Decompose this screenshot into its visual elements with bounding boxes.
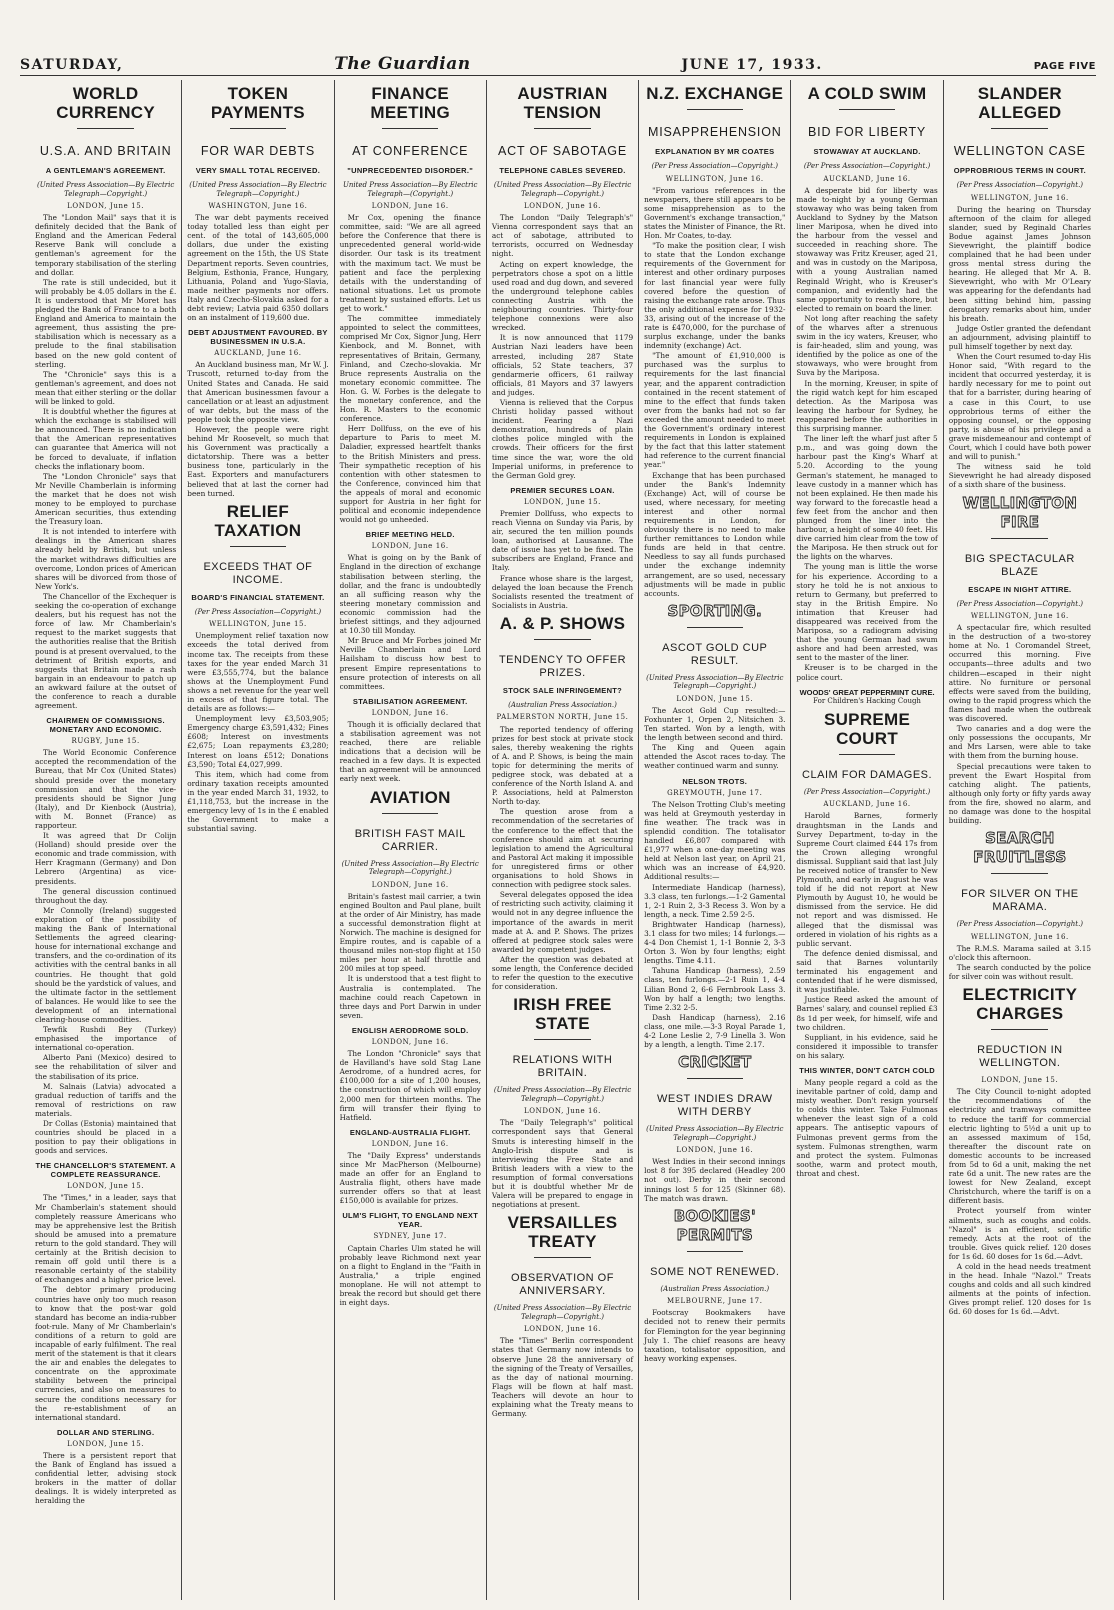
story-body — [796, 1078, 937, 1178]
deck-heading: U.S.A. AND BRITAIN — [39, 144, 172, 158]
headline-rule — [687, 1078, 744, 1079]
paragraph: What is going on by the Bank of England in the direction of exchange stabilisation between sterling, the dollar, and the franc is undoubtedly an all sufficing reason why the steering monetary commission and economic commission had the briefest sittings, and they adjourned at 10.30 till Monday. — [339, 553, 481, 636]
sub-heading: OPPROBRIOUS TERMS IN COURT. — [953, 166, 1086, 175]
headline-rule — [534, 1039, 591, 1040]
paragraph: The R.M.S. Marama sailed at 3.15 o'clock this afternoon. — [948, 943, 1091, 962]
story — [340, 697, 481, 784]
paragraph: The "London Mail" says that it is definitely decided that the Bank of England and the American Federal Reserve Bank will conclude a gentleman's agreement for the temporary stabilisation of the sterling and dollar. — [35, 213, 177, 277]
paragraph: M. Salnais (Latvia) advocated a gradual reduction of tariffs and the removal of restrictions on raw materials. — [35, 1081, 177, 1118]
dateline: LONDON, June 15. — [524, 497, 601, 506]
headline: RELIEF TAXATION — [214, 501, 302, 540]
deck-heading: AT CONFERENCE — [352, 144, 469, 158]
paragraph: The committee immediately appointed to select the committees, comprised Mr Cox, Signor Jung, Herr Kienbock, and M. Bonnet, with representatives of Britain, Germany, Finland, and Czecho-slovakia. Mr Bruce represents Australia on the monetary economic committee. The Hon. G. W. Forbes is the delegate to the monetary conference, and the Hon. R. Masters to the economic conference. — [339, 314, 481, 424]
paragraph: The debtor primary producing countries have only too much reason to know that the post-war gold standard has become an india-rubber foot-rule. Many of Mr Chamberlain's conditions of a return to gold are incapable of early fulfilment. The real merit of the statement is that it clears the air and enables the delegates to concentrate on the approximate stability between the principal currencies, and also on measures to secure the conditions necessary for the re-establishment of an international standard. — [35, 1285, 177, 1422]
headline-rule — [230, 128, 287, 129]
dateline: LONDON, June 16. — [524, 1107, 601, 1116]
paragraph: The London "Chronicle" says that de Havilland's have sold Stag Lane Aerodrome, of a hundred acres, for £100,000 for a site of 1,200 houses, the construction of which will employ 2,000 men for thirteen months. The firm will transfer their flying to Hatfield. — [339, 1049, 481, 1122]
story-body — [340, 1244, 481, 1308]
story — [644, 1053, 785, 1203]
paragraph: The "Chronicle" says this is a gentleman's agreement, and does not mean that either sterling or the dollar will be linked to gold. — [35, 369, 177, 406]
deck-heading: SOME NOT RENEWED. — [650, 1265, 780, 1278]
paragraph: The Nelson Trotting Club's meeting was held at Greymouth yesterday in fine weather. The track was in splendid condition. The totalisator handled £6,807 compared with £1,977 when a one-day meeting was held at Nelson last year, on April 21, which was an increase of £4,920. Additional results:— — [644, 799, 786, 882]
paragraph: In the morning, Kreuser, in spite of the rigid watch kept for him escaped detection. As the Mariposa was leaving the harbour for Sydney, he reappeared before the authorities in this surprising manner. — [796, 378, 938, 434]
wire-credit: (Per Press Association—Copyright.) — [803, 162, 931, 170]
headline-rule — [991, 1029, 1048, 1030]
story — [35, 1428, 176, 1506]
story-body — [187, 213, 328, 322]
paragraph: Britain's fastest mail carrier, a twin engined Boulton and Paul plane, built at the order of Air Ministry, has made a successful demonstration flight at Norwich. The machine is designed for Empire routes, and is capable of a thousand miles non-stop flight at 150 miles per hour at half throttle and 200 miles at top speed. — [339, 891, 481, 974]
story — [340, 788, 481, 1020]
sub-heading: VERY SMALL TOTAL RECEIVED. — [195, 166, 321, 175]
dateline: AUCKLAND, June 16. — [214, 349, 302, 358]
sub-heading: CHAIRMEN OF COMMISSIONS. MONETARY AND ECONOMIC. — [46, 716, 165, 735]
paragraph: The World Economic Conference accepted the recommendation of the Bureau, that Mr Cox (United States) should preside over the monetary commission and that the vice-presidents should be Signor Jung (Italy), and Dr Kienbock (Austria), with M. Bonnet (France) as rapporteur. — [35, 748, 177, 830]
paragraph: Vienna is relieved that the Corpus Christi holiday passed without incident. Fearing a Nazi demonstration, hundreds of plain clothes police mingled with the crowds. Their officers for the first time since the war, wore the old Imperial uniforms, in preference to the German Gold grey. — [491, 397, 634, 480]
paragraph: It is doubtful whether the figures at which the exchange is stabilised will be announced. There is no indication that the American representatives can guarantee that America will not be forced to devaluate, if inflation checks the inflationary boom. — [35, 407, 177, 471]
sub-heading: TELEPHONE CABLES SEVERED. — [499, 166, 626, 175]
headline-rule — [382, 128, 439, 129]
headline: IRISH FREE STATE — [513, 995, 612, 1034]
headline-rule — [534, 1257, 591, 1258]
wire-credit: (United Press Association—By Electric Telegraph—Copyright.) — [646, 673, 784, 691]
paragraph: Tahuna Handicap (harness), 2.59 class, ten furlongs.—2-1 Ruin 1, 4-4 Lilian Bond 2, 6-6 Fernbrook Lass 3. Won by half a length; two lengths. Time 2.32 2-5. — [644, 966, 786, 1012]
headline: SUPREME COURT — [823, 709, 911, 748]
dateline: LONDON, June 15. — [676, 694, 754, 703]
story — [340, 1211, 481, 1307]
sub-heading: STOWAWAY AT AUCKLAND. — [813, 147, 921, 156]
story-body — [796, 811, 937, 1060]
paragraph: Exchange that has been purchased under the Bank's Indemnity (Exchange) Act, will of course be used, where necessary, for meeting interest and other normal requirements in London, for obviously there is no need to make further remittances to London while funds are held in that centre. Needless to say all funds purchased under the exchange indemnity arrangement, are so used, necessary adjustments will be made in public accounts. — [644, 470, 786, 598]
deck-heading: OBSERVATION OF ANNIVERSARY. — [511, 1272, 614, 1298]
wire-credit: (United Press Association—By Electric Telegraph—Copyright.) — [341, 859, 479, 877]
dateline: LONDON, June 15. — [67, 1439, 145, 1448]
advertisement — [796, 688, 937, 706]
story — [644, 602, 785, 771]
dateline: LONDON, June 15. — [981, 1076, 1059, 1085]
headline-rule — [230, 546, 287, 547]
sub-heading: ENGLAND-AUSTRALIA FLIGHT. — [349, 1127, 471, 1137]
headline-rule — [687, 1251, 744, 1252]
dateline: LONDON, June 16. — [371, 202, 449, 210]
story-body — [187, 631, 328, 833]
paragraph: Kreuser is to be charged in the police court. — [796, 663, 938, 682]
paragraph: The "London Chronicle" says that Mr Neville Chamberlain is informing the market that he does not wish money to be employed to purchase American securities, thus extending the Treasury loan. — [35, 471, 177, 527]
masthead-day: SATURDAY, — [20, 57, 124, 73]
paragraph: Dash Handicap (harness), 2.16 class, one mile.—3-3 Royal Parade 1, 4-2 Lone Leslie 2, 7-9 Linella 3. Won by a length, a length. Time 2.17. — [644, 1012, 786, 1050]
sub-heading: ULM'S FLIGHT, TO ENGLAND NEXT YEAR. — [342, 1211, 479, 1230]
paragraph: Harold Barnes, formerly draughtsman in the Lands and Survey Department, to-day in the Supreme Court claimed £44 17s from the Crown alleging wrongful dismissal. Suppliant said that last July he received notice of transfer to New Plymouth, and early in August he was told if he did not report at New Plymouth by August 10, he would be dismissed from the service. He did not report and was dismissed. He alleged that the dismissal was ordered in violation of his rights as a public servant. — [796, 811, 938, 948]
story-body — [949, 944, 1091, 981]
dateline: MELBOURNE, June 17. — [667, 1297, 763, 1306]
paragraph: Brightwater Handicap (harness), 3.1 class for two miles; 14 furlongs.—4-4 Don Chemist 1, 1-1 Bonnie 2, 3-3 Orton 3. Won by four lengths; eight lengths. Time 4.11. — [644, 919, 786, 966]
paragraph: Judge Ostler granted the defendant an adjournment, advising plaintiff to pull himself together by next day. — [948, 323, 1091, 351]
story-body — [35, 1451, 176, 1506]
column-2 — [182, 80, 334, 1600]
paragraph: There is a persistent report that the Bank of England has issued a confidential letter, advising stock brokers in the matter of dollar dealings. It is widely interpreted as heralding the — [35, 1450, 177, 1506]
paragraph: The Ascot Gold Cup resulted:—Foxhunter 1, Orpen 2, Nitsichen 3. Ten started. Won by a length, with the length between second and third. — [644, 705, 786, 743]
dateline: AUCKLAND, June 16. — [823, 800, 911, 809]
paragraph: This item, which had come from ordinary taxation receipts amounted in the year ended March 31, 1932, to £1,118,753, but the increase in the emergency levy of 1s in the £ enabled the Government to make a substantial saving. — [187, 769, 329, 834]
headline: FINANCE MEETING — [370, 84, 450, 122]
paragraph: Tewfik Rushdi Bey (Turkey) emphasised the importance of international co-operation. — [35, 1025, 177, 1053]
wire-credit: (United Press Association—By Electric Telegraph—Copyright.) — [37, 181, 175, 198]
story — [644, 1207, 785, 1363]
paragraph: Not long after reaching the safety of the wharves after a strenuous swim in the icy waters, Kreuser, who is fair-headed, slim and young, was identified by the police as one of the stowaways, who were brought from Suva by the Mariposa. — [796, 313, 938, 378]
paragraph: Unemployment relief taxation now exceeds the total derived from income tax. The receipts from these taxes for the year ended March 31 were £3,555,774, but the balance shows at the Unemployment Fund shows a net revenue for the year well in excess of that figure total. The details are as follows:— — [187, 631, 329, 714]
page-number: PAGE FIVE — [1033, 61, 1096, 72]
paragraph: Acting on expert knowledge, the perpetrators chose a spot on a little used road and dug down, and severed the underground telephone cables connecting Austria with the neighbouring countries. Thirty-four telephone connexions were also wrecked. — [491, 259, 634, 333]
paragraph: The "Daily Telegraph's" political correspondent says that General Smuts is interesting himself in the Anglo-Irish dispute and is interviewing the Free State and British leaders with a view to the resumption of formal conversations but it is doubtful whether Mr de Valera will be prepared to engage in negotiations at present. — [491, 1118, 634, 1210]
paragraph: Unemployment levy £3,503,905; Emergency charge £3,591,432; Fines £608; Interest on investments £2,675; Loan repayments £3,280; Interest on loans £512; Donations £3,590; Total £4,027,999. — [187, 714, 329, 769]
paragraph: The "Times" Berlin correspondent states that Germany now intends to observe June 28 the anniversary of the signing of the Treaty of Versailles, as the day of national mourning. Flags will be flown at half mast. Teachers will devote an hour to explaining what the Treaty means to Germany. — [491, 1336, 634, 1419]
dateline: WELLINGTON, June 16. — [970, 932, 1069, 941]
story — [644, 777, 785, 1050]
story-body — [644, 1157, 785, 1202]
dateline: WELLINGTON, June 15. — [208, 620, 307, 629]
story — [492, 614, 633, 991]
paragraph: It was agreed that Dr Colijn (Holland) should preside over the economic and trade commission, with Herr Kragmann (Germany) and Don Lebrero (Argentina) as vice-presidents. — [35, 831, 177, 886]
headline-rule — [687, 109, 744, 110]
headline: BOOKIES' PERMITS — [673, 1206, 756, 1244]
ad-line: For Children's Hacking Cough — [813, 696, 921, 705]
story-body — [644, 186, 785, 598]
wire-credit: (Australian Press Association.) — [660, 1284, 770, 1293]
paragraph: The "Times," in a leader, says that Mr Chamberlain's statement should completely reassure Americans who may be apprehensive lest the British should be amused into a premature return to the gold standard. They will certainly at the British decision to remain off gold until there is a reasonable certainty of the stability of exchanges and a higher price level. — [35, 1193, 177, 1285]
paragraph: An Auckland business man, Mr W. J. Truscott, returned to-day from the United States and Canada. He said that American businessmen favour a cancellation or at least an adjustment of war debts, but the mass of the people took the opposite view. — [187, 360, 329, 424]
headline: AVIATION — [369, 787, 451, 807]
paragraph: Justice Reed asked the amount of Barnes' salary, and counsel replied £3 8s 1d per week, for himself, wife and two children. — [796, 995, 938, 1032]
deck-heading: FOR SILVER ON THE MARAMA. — [961, 888, 1079, 914]
paragraph: The young man is little the worse for his experience. According to a story he told he is not anxious to return to Germany, but preferred to stay in the British Empire. No intimation that Kreuser had disappeared was received from the Mariposa, so a radiogram advising that the young German had swum ashore and had been arrested, was sent to the master of the liner. — [796, 562, 938, 663]
story — [187, 84, 328, 322]
deck-heading: TENDENCY TO OFFER PRIZES. — [498, 653, 627, 679]
paragraph: A desperate bid for liberty was made to-night by a young German stowaway who was being taken from Auckland to Sydney by the Matson liner Mariposa, when he dived into the harbour from the vessel and succeeded in reaching shore. The stowaway was Fritz Kreuser, aged 21, and was in custody on the Mariposa, with a young Australian named Reginald Wright, who is Kreuser's companion, and evidently had the same opportunity to reach shore, but elected to remain on board the liner. — [796, 185, 938, 313]
paragraph: Suppliant, in his evidence, said he considered it impossible to transfer on his salary. — [796, 1032, 938, 1060]
headline: CRICKET — [678, 1053, 752, 1072]
paragraph: A spectacular fire, which resulted in the destruction of a two-storey home at No. 1 Coromandel Street, occurred this morning. Five occupants—three adults and two children—escaped in their night attire. No furniture or personal effects were saved from the building, owing to the rapid progress which the flames had made when the outbreak was discovered. — [948, 623, 1091, 724]
headline: WORLD CURRENCY — [56, 84, 156, 122]
story-body — [492, 725, 633, 992]
deck-heading: ACT OF SABOTAGE — [498, 144, 627, 158]
story — [187, 502, 328, 834]
column-5 — [639, 80, 791, 1600]
headline: TOKEN PAYMENTS — [210, 84, 305, 122]
paragraph: Herr Dollfuss, on the eve of his departure to Paris to meet M. Daladier, expressed heartfelt thanks to the British Ministers and press. Their sympathetic reception of his contention with other statesmen to the Conference, convinced him that the appeals of moral and economic support for Austria in her fight for political and economic independence would not go unheeded. — [339, 424, 481, 525]
headline-rule — [534, 128, 591, 129]
paragraph: The reported tendency of offering prizes for best stock at private stock sales, thereby weakening the rights of A. and P. Shows, is being the main topic for determining the merits of pedigree stock, was debated at a conference of the North Island A. and P. Associations, held at Palmerston North to-day. — [491, 724, 634, 807]
paragraph: The defence denied dismissal, and said that Barnes voluntarily terminated his engagement and contended that if he were dismissed, it was justifiable. — [796, 948, 938, 995]
paragraph: A cold in the head needs treatment in the head. Inhale "Nazol." Treats coughs and colds and all such kindred ailments at the points of infection. Gives prompt relief. 120 doses for 1s 6d. 60 doses for 1s 6d.—Advt. — [948, 1262, 1091, 1317]
paragraph: Protect yourself from winter ailments, such as coughs and colds. "Nazol" is an efficient, scientific remedy. Acts at the root of the trouble. Gives quick relief. 120 doses for 1s 6d. 60 doses for 1s 6d.—Advt. — [948, 1206, 1091, 1261]
story — [340, 530, 481, 691]
headline: A. & P. SHOWS — [499, 613, 626, 633]
headline-rule — [687, 627, 744, 628]
dateline: RUGBY, June 15. — [71, 737, 140, 746]
story — [492, 84, 633, 480]
deck-heading: REDUCTION IN WELLINGTON. — [977, 1044, 1063, 1070]
paragraph: The question arose from a recommendation of the secretaries of the conference to the effect that the conference should aim at securing legislation to amend the Agricultural and Pastoral Act making it impossible for unregistered firms or other organisations to hold Shows in connection with pedigree stock sales. — [491, 807, 634, 890]
sub-heading: EXPLANATION BY MR COATES — [655, 147, 775, 156]
wire-credit: (United Press Association—By Electric Telegraph—Copyright.) — [493, 181, 632, 198]
story — [187, 328, 328, 498]
wire-credit: (Australian Press Association.) — [508, 700, 617, 709]
story — [492, 1213, 633, 1418]
column-1 — [30, 80, 182, 1600]
sub-heading: ENGLISH AERODROME SOLD. — [351, 1025, 469, 1035]
story — [492, 995, 633, 1209]
headline: SLANDER ALLEGED — [977, 84, 1062, 122]
story-body — [35, 213, 176, 710]
headline: ELECTRICITY CHARGES — [962, 985, 1078, 1024]
paragraph: "The amount of £1,910,000 is purchased was the surplus to requirements for the last financial year, and the apparent contradiction contained in the recent statement of mine to the effect that funds taken over from the banks had not so far exceeded the amount needed to meet the Government's ordinary interest requirements in London is explained by the fact that this latter statement had reference to the current financial year." — [644, 351, 786, 470]
story-body — [340, 1151, 481, 1206]
story-body — [949, 623, 1091, 825]
deck-heading: CLAIM FOR DAMAGES. — [802, 768, 933, 781]
story — [796, 1066, 937, 1178]
dateline: LONDON, June 16. — [371, 880, 449, 889]
paragraph: Mr Connolly (Ireland) suggested exploration of the possibility of making the Bank of International Settlements the agreed clearing-house for international exchange and transfers, and the co-ordination of its activities with the central banks in all countries. He thought that gold should be the yardstick of values, and the ultimate factor in the settlement of balances. He would like to see the development of an international clearing-house commodities. — [35, 905, 177, 1024]
ad-title: WOODS' GREAT PEPPERMINT CURE. — [799, 687, 935, 697]
sub-heading: PREMIER SECURES LOAN. — [510, 485, 615, 495]
sub-heading: NELSON TROTS. — [682, 776, 748, 786]
headline-rule — [382, 813, 439, 814]
deck-heading: BRITISH FAST MAIL CARRIER. — [354, 827, 466, 853]
dateline: LONDON, June 16. — [371, 1139, 449, 1148]
story — [340, 84, 481, 524]
story-body — [340, 1049, 481, 1122]
dateline: LONDON, June 16. — [676, 1146, 754, 1155]
headline-rule — [77, 128, 134, 129]
story — [492, 486, 633, 610]
story-body — [35, 748, 176, 1155]
story — [35, 1161, 176, 1421]
headline: SPORTING. — [667, 601, 763, 620]
paragraph: After the question was debated at some length, the Conference decided to refer the question to the executive for consideration. — [491, 954, 634, 992]
dateline: LONDON, June 16. — [524, 202, 601, 210]
story-body — [796, 186, 937, 682]
sub-heading: STOCK SALE INFRINGEMENT? — [502, 685, 623, 695]
column-6 — [791, 80, 943, 1600]
dateline: SYDNEY, June 17. — [373, 1232, 447, 1241]
story-body — [492, 1336, 633, 1418]
paragraph: The search conducted by the police for silver coin was without result. — [948, 962, 1091, 982]
sub-heading: STABILISATION AGREEMENT. — [352, 696, 468, 706]
story — [35, 716, 176, 1155]
newspaper-columns — [30, 80, 1096, 1600]
dateline: WELLINGTON, June 16. — [665, 174, 764, 183]
wire-credit: (United Press Association—By Electric Telegraph—Copyright.) — [493, 1304, 632, 1321]
paragraph: Special precautions were taken to prevent the Ewart Hospital from catching alight. The patients, although only forty or fifty yards away from the fire, showed no alarm, and no damage was done to the hospital building. — [948, 761, 1091, 826]
paragraph: The City Council to-night adopted the recommendations of the electricity and tramways committee to reduce the tariff for commercial electric lighting to 5½d a unit up to an assessed maximum of 15d, thereafter the discount rate on domestic accounts to be increased from 5d to 6d a unit, making the net rate 6d a unit. The new rates are the lowest for New Zealand, except Christchurch, where the tariff is on a different basis. — [948, 1087, 1091, 1206]
story — [949, 829, 1091, 981]
column-4 — [487, 80, 639, 1600]
column-7 — [944, 80, 1096, 1600]
paragraph: Alberto Pani (Mexico) desired to see the rehabilitation of silver and the stabilisation of its price. — [35, 1053, 177, 1081]
dateline: LONDON, June 16. — [371, 708, 449, 717]
masthead — [20, 54, 1096, 76]
story-body — [644, 706, 785, 771]
masthead-paper-title: The Guardian — [334, 54, 471, 74]
story-body — [340, 213, 481, 524]
dateline: GREYMOUTH, June 17. — [667, 788, 763, 797]
story-body — [492, 509, 633, 610]
paragraph: "To make the position clear, I wish to state that the London exchange requirements of the Government for interest and other ordinary purposes for last financial year were fully covered before the question of raising the exchange rate arose. Thus the only additional expense for 1932-33, arising out of the increase of the rate is £470,000, for the purchase of surplus exchange, under the banks indemnity (exchange) Act. — [644, 241, 786, 351]
deck-heading: MISAPPREHENSION — [648, 125, 782, 139]
paragraph: Intermediate Handicap (harness), 3.3 class, ten furlongs.—1-2 Gamental 1, 2-1 Ruin 2, 3-3 Recess 3. Won by a length, a neck. Time 2.59 2-5. — [644, 882, 786, 919]
paragraph: Mr Cox, opening the finance committee, said: "We are all agreed before the Conference that there is unprecedented general world-wide disorder. Our task is its treatment with the maximum tact. We must be patient and face the perplexing details with the understanding of national situations. Let us promote treatment by sustained efforts. Let us get to work." — [339, 213, 481, 314]
paragraph: West Indies in their second innings lost 8 for 395 declared (Headley 200 not out). Derby in their second innings lost 5 for 125 (Skinner 68). The match was drawn. — [644, 1157, 786, 1203]
paragraph: "From various references in the newspapers, there still appears to be some misapprehension as to the Government's exchange transaction," states the Minister of Finance, the Rt. Hon. Mr Coates, to-day. — [644, 185, 786, 241]
dateline: WELLINGTON, June 16. — [970, 612, 1069, 620]
wire-credit: (Per Press Association—Copyright.) — [803, 787, 931, 796]
deck-heading: ASCOT GOLD CUP RESULT. — [662, 641, 768, 667]
dateline: WELLINGTON, June 16. — [970, 193, 1069, 202]
paragraph: When the Court resumed to-day His Honor said, "With regard to the incident that occurred yesterday, it is hardly necessary for me to point out that for a barrister, during hearing of a case in this Court, to use opprobrious terms of either the opposing counsel, or the opposing party, is abuse of his privilege and a grave misdemeanour and contempt of Court, which I could have both power and will to punish." — [948, 352, 1091, 462]
story — [796, 688, 937, 706]
headline-rule — [534, 639, 591, 640]
story — [35, 84, 176, 710]
paragraph: Captain Charles Ulm stated he will probably leave Richmond next year on a flight to England in the "Faith in Australia," a triple engined monoplane. He will not attempt to break the record but should get there in eight days. — [339, 1243, 481, 1308]
dateline: LONDON, June 15. — [67, 202, 145, 210]
paragraph: The King and Queen again attended the Ascot races to-day. The weather continued warm and sunny. — [644, 743, 786, 771]
paragraph: Dr Collas (Estonia) maintained that countries should be placed in a position to pay their obligations in goods and services. — [35, 1119, 177, 1156]
sub-heading: BRIEF MEETING HELD. — [365, 530, 455, 540]
headline-rule — [991, 538, 1048, 539]
wire-credit: United Press Association—By Electric Telegraph—(Copyright.) — [342, 181, 478, 198]
story — [796, 84, 937, 682]
headline: A COLD SWIM — [807, 84, 927, 103]
paragraph: It is now announced that 1179 Austrian Nazi leaders have been arrested, including 287 State officials, 52 State teachers, 37 gendarmerie officers, 61 railway officials, 81 Mayors and 37 lawyers and judges. — [491, 333, 634, 397]
paragraph: Premier Dollfuss, who expects to reach Vienna on Sunday via Paris, by air, secured the ten million pounds loan, authorised at Lausanne. The date of issue has yet to be fixed. The subscribers are England, France and Italy. — [491, 508, 634, 573]
story-body — [340, 553, 481, 690]
dateline: LONDON, June 16. — [371, 1037, 449, 1046]
wire-credit: (Per Press Association—Copyright.) — [956, 181, 1084, 189]
story — [340, 1026, 481, 1122]
story-body — [340, 892, 481, 1020]
dateline: LONDON, June 16. — [524, 1325, 601, 1334]
sub-heading: "UNPRECEDENTED DISORDER." — [347, 166, 474, 175]
headline-rule — [991, 873, 1048, 874]
story-body — [644, 800, 785, 1050]
sub-heading: ESCAPE IN NIGHT ATTIRE. — [968, 584, 1072, 594]
paragraph: During the hearing on Thursday afternoon of the claim for alleged slander, sued by Reginald Charles Bodue against James Johnson Sievewright, the plaintiff bodice complained that he had been under gross mental stress during the hearing. He alleged that Mr A. B. Sievewright, who with Mr O'Leary was appearing for the defendants had been sitting behind him, passing derogatory remarks about him, under his breath. — [948, 204, 1091, 323]
sub-heading: DOLLAR AND STERLING. — [56, 1427, 155, 1437]
story — [796, 710, 937, 1060]
story — [644, 84, 785, 598]
paragraph: Footscray Bookmakers have decided not to renew their permits for Flemington for the year beginning July 1. The chief reasons are heavy taxation, totalisator opposition, and heavy working expenses. — [644, 1308, 786, 1363]
headline-rule — [991, 128, 1048, 129]
story-body — [644, 1308, 785, 1363]
story-body — [492, 1118, 633, 1209]
deck-heading: WELLINGTON CASE — [953, 144, 1086, 158]
dateline: AUCKLAND, June 16. — [823, 174, 911, 183]
paragraph: However, the people were right behind Mr Roosevelt, so much that his Government was practically a dictatorship. There was a better business tone, particularly in the East. Exporters and manufacturers believed that at last the corner had been turned. — [187, 424, 329, 498]
story-body — [35, 1193, 176, 1421]
story-body — [949, 205, 1091, 490]
sub-heading: DEBT ADJUSTMENT FAVOURED. BY BUSINESSMEN IN U.S.A. — [188, 328, 328, 347]
headline: AUSTRIAN TENSION — [517, 84, 608, 122]
paragraph: Several delegates opposed the idea of restricting such activity, claiming it would not in any degree influence the importance of the awards in merit made at A. and P. Shows. The prizes offered at pedigree stock sales were awarded by competent judges. — [491, 890, 634, 954]
deck-heading: BIG SPECTACULAR BLAZE — [964, 552, 1075, 578]
wire-credit: (United Press Association—By Electric Telegraph—Copyright.) — [189, 181, 327, 198]
paragraph: The witness said he told Sievewright he had already disposed of a sixth share of the business. — [948, 462, 1091, 490]
wire-credit: (United Press Association—By Electric Telegraph—Copyright.) — [493, 1086, 632, 1103]
wire-credit: (Per Press Association—Copyright.) — [651, 162, 778, 170]
story-body — [187, 360, 328, 497]
sub-heading: BOARD'S FINANCIAL STATEMENT. — [191, 592, 325, 602]
deck-heading: BID FOR LIBERTY — [808, 125, 927, 139]
headline: SEARCH FRUITLESS — [973, 829, 1067, 867]
paragraph: The London "Daily Telegraph's" Vienna correspondent says that an act of sabotage, attributed to terrorists, occurred on Wednesday night. — [491, 213, 634, 259]
dateline: LONDON, June 16. — [371, 542, 449, 551]
story — [340, 1128, 481, 1206]
paragraph: Two canaries and a dog were the only possessions the occupants, Mr and Mrs Larsen, were able to take with them from the burning house. — [948, 724, 1091, 761]
paragraph: The rate is still undecided, but it will probably be 4.05 dollars in the £. It is understood that Mr Moret has pledged the Bank of France to a both England and America to maintain the agreement, thus assisting the pre-stabilisation which is necessary as a prelude to the final stabilisation based on the new gold content of sterling. — [35, 277, 177, 369]
sub-heading: THE CHANCELLOR'S STATEMENT. A COMPLETE REASSURANCE. — [35, 1161, 176, 1180]
headline: WELLINGTON FIRE — [962, 493, 1078, 531]
story-body — [949, 1087, 1091, 1316]
paragraph: The general discussion continued throughout the day. — [35, 886, 177, 905]
dateline: PALMERSTON NORTH, June 15. — [496, 713, 629, 722]
sub-heading: THIS WINTER, DON'T CATCH COLD — [799, 1065, 935, 1075]
paragraph: The liner left the wharf just after 5 p.m., and was going down the harbour past the King's Wharf at 5.20. According to the young German's statement, he managed to leave custody in a manner which has not been explained. He then made his way forward to the forecastle head a few feet from the anchor and then plunged from the liner into the harbour, a height of some 40 feet. His dive carried him clear from the tow of the Mariposa. He then struck out for the lights on the wharves. — [796, 434, 938, 562]
paragraph: It is understood that a test flight to Australia is contemplated. The machine could reach Capetown in three days and Port Darwin in under seven. — [339, 974, 481, 1020]
paragraph: The "Daily Express" understands since Mr MacPherson (Melbourne) made an offer for an England to Australia flight, others have made surrender offers so that at least £150,000 is available for prizes. — [339, 1150, 481, 1206]
paragraph: France whose share is the largest, delayed the loan because the French Socialists resented the treatment of Socialists in Austria. — [491, 573, 634, 610]
masthead-date: JUNE 17, 1933. — [681, 57, 823, 73]
story — [949, 494, 1091, 826]
wire-credit: (Per Press Association—Copyright.) — [956, 920, 1084, 929]
deck-heading: WEST INDIES DRAW WITH DERBY — [657, 1093, 773, 1119]
paragraph: The Chancellor of the Exchequer is seeking the co-operation of exchange dealers, but his request has not the force of law. Mr Chamberlain's request to the market suggests that the authorities realise that the British pound is at present overvalued, to the detriment of British exports, and suggests that Britain made a rash bargain in an endeavour to patch up an awkward failure at the outset of the conference to reach a durable agreement. — [35, 591, 177, 711]
headline: N.Z. EXCHANGE — [646, 84, 784, 103]
story-body — [340, 720, 481, 784]
story-body — [492, 213, 633, 480]
wire-credit: (United Press Association—By Electric Telegraph—Copyright.) — [646, 1125, 784, 1142]
headline-rule — [839, 109, 896, 110]
column-3 — [335, 80, 487, 1600]
story — [949, 84, 1091, 490]
paragraph: The war debt payments received today totalled less than eight per cent. of the total of 143,605,000 dollars, due under the existing agreement on the 15th, the US State Department reports. Seven countries, Belgium, Esthonia, France, Hungary, Lithuania, Poland and Yugo-Slavia, made neither payments nor offers. Italy and Czecho-Slovakia asked for a debt review; Latvia paid 6350 dollars on an instalment of 119,600 due. — [187, 213, 329, 323]
paragraph: It is not intended to interfere with dealings in the American shares already held by British, but unless the market withdraws difficulties are overcome, London prices of American shares will be divorced from those of New York's. — [35, 527, 177, 591]
sub-heading: A GENTLEMAN'S AGREEMENT. — [45, 166, 166, 175]
deck-heading: EXCEEDS THAT OF INCOME. — [203, 560, 313, 586]
deck-heading: RELATIONS WITH BRITAIN. — [512, 1054, 613, 1080]
wire-credit: (Per Press Association—Copyright.) — [956, 599, 1084, 608]
paragraph: Many people regard a cold as the inevitable partner of cold, damp and misty weather. Don't resign yourself to colds this winter. Take Fulmonas whenever the least sign of a cold appears. The antiseptic vapours of Fulmonas prevent germs from the system. Fulmonas strengthen, warm and protect the system. Fulmonas soothe, warm and protect mouth, throat and chest. — [796, 1077, 938, 1178]
headline-rule — [839, 754, 896, 755]
story — [949, 985, 1091, 1316]
paragraph: Mr Bruce and Mr Forbes joined Mr Neville Chamberlain and Lord Hailsham to discuss how best to present Empire representations to ensure protection of interests on all committees. — [339, 636, 481, 691]
deck-heading: FOR WAR DEBTS — [200, 144, 315, 158]
dateline: WASHINGTON, June 16. — [208, 202, 308, 210]
dateline: LONDON, June 15. — [67, 1182, 145, 1191]
wire-credit: (Per Press Association—Copyright.) — [194, 607, 322, 616]
headline: VERSAILLES TREATY — [507, 1213, 618, 1252]
paragraph: Though it is officially declared that a stabilisation agreement was not reached, there are reliable indications that a decision will be reached in a few days. It is expected that an agreement will be announced early next week. — [339, 719, 481, 784]
